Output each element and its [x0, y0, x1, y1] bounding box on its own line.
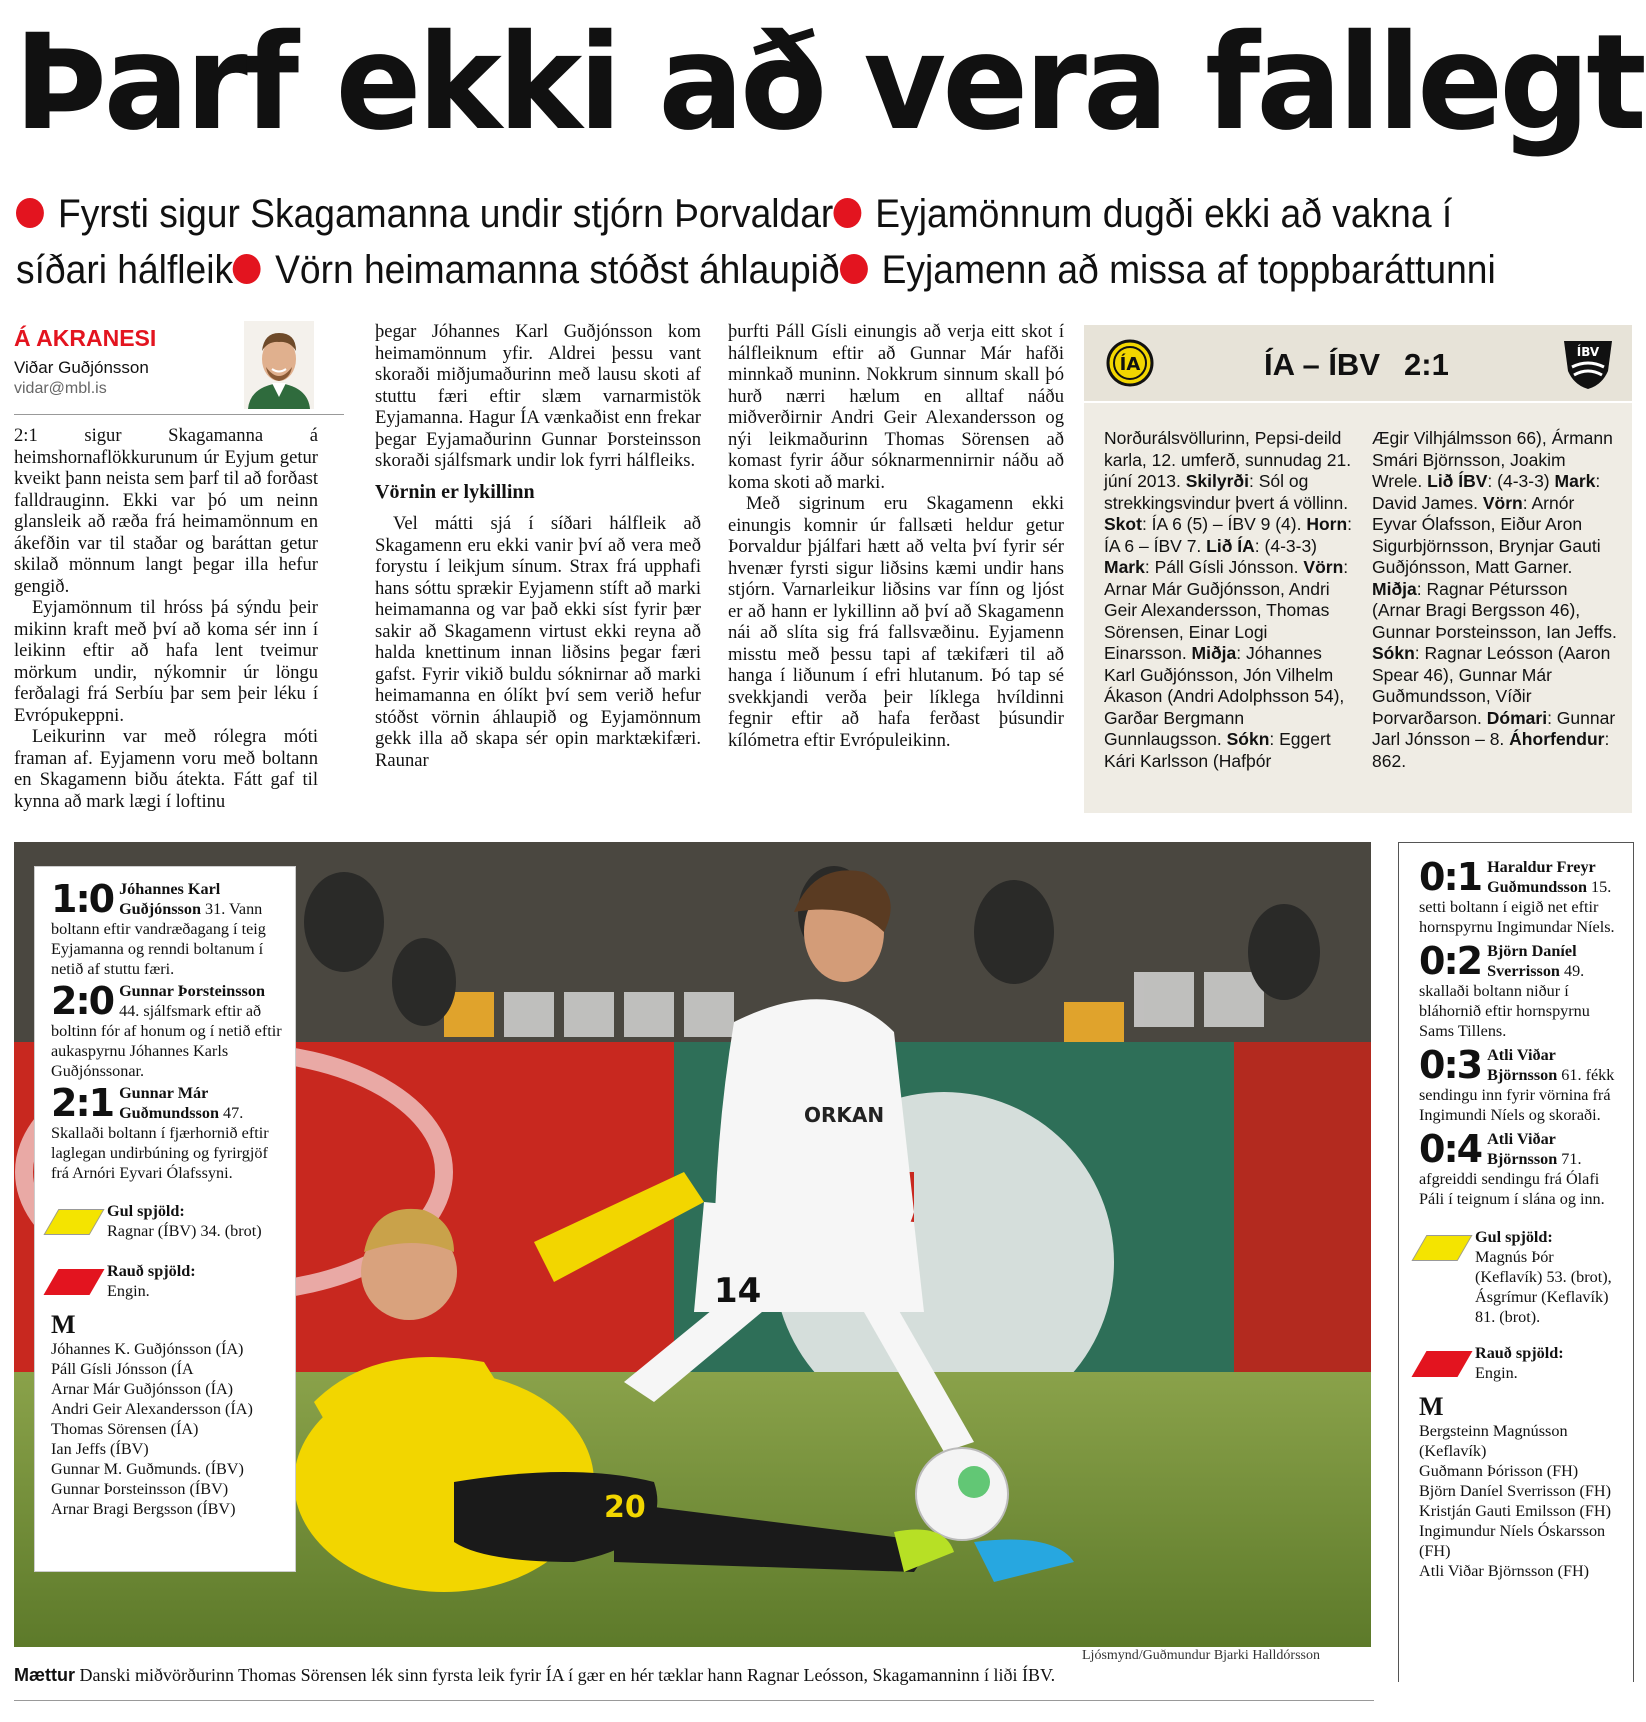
list-item: Bergsteinn Magnússon (Keflavík) [1419, 1422, 1568, 1460]
article-column-1 [14, 425, 318, 812]
subhead-item: Vörn heimamanna stóðst áhlaupið [275, 248, 840, 292]
list-item: Gunnar Þorsteinsson (ÍBV) [51, 1480, 229, 1498]
goal-entry: 2:1 Gunnar Már Guðmundsson 47. Skallaði boltann í fjærhornið eftir laglegan undirbúning og fyrirgjöf frá Arnóri Eyvari Ólafssyni. [51, 1081, 269, 1182]
author-portrait [244, 321, 314, 409]
goal-score: 0:4 [1419, 1127, 1482, 1171]
photo-caption [14, 1665, 1374, 1686]
article-paragraph: Eyjamönnum til hróss þá sýndu þeir mikinn kraft með því að koma sér inn í leikinn eftir að hafa lent tveimur mörkum undir, nýkomnir úr löngu ferðalagi frá Serbíu þar sem þeir léku í Evrópukeppni. [14, 597, 318, 726]
goal-entry: 0:1 Haraldur Freyr Guðmundsson 15. setti boltann í eigið net eftir hornspyrnu Ingimundar Níels. [1419, 855, 1615, 936]
goal-scorer: Atli Viðar Björnsson [1487, 1130, 1558, 1168]
subhead-item: Eyjamönnum dugði ekki að vakna í síðari hálfleik [16, 192, 1453, 292]
jersey-number-yellow: 20 [604, 1490, 646, 1525]
article-paragraph: Með sigrinum eru Skagamenn ekki einungis komnir úr fallsæti heldur getur Þorvaldur þjálfari hætt að velta því fyrir sér hvenær fyrsti sigur liðsins kæmi undir hans stjórn. Varnarleikur liðsins var fínn og ljóst er að hann er lykillinn að því að Skagamenn nái að slíta sig frá fallsvæðinu. Eyjamenn misstu með þessu tapi af tækifæri til að hanga í liðunum í efri hlutanum. Þó tap sé svekkjandi verða þeir líklega hvíldinni fegnir eftir að hafa ferðast þúsundir kílómetra eftir Evrópuleikinn. [728, 493, 1064, 751]
goal-score: 2:0 [51, 979, 114, 1023]
goal-scorer: Haraldur Freyr Guðmundsson [1487, 858, 1596, 896]
subhead-item: Eyjamenn að missa af toppbaráttunni [881, 248, 1496, 292]
goal-score: 0:2 [1419, 939, 1482, 983]
match-venue: Norðurálsvöllurinn, Pepsi-deild karla, 12. umferð, sunnudag 21. júní 2013. [1104, 428, 1352, 491]
yellow-card-icon [43, 1209, 104, 1235]
photo-credit: Ljósmynd/Guðmundur Bjarki Halldórsson [1082, 1648, 1320, 1663]
article-column-2 [375, 321, 701, 771]
article-paragraph: Vel mátti sjá í síðari hálfleik að Skagamenn eru ekki vanir því að vera með forystu í leikjum sínum. Strax frá upphafi hans sóttu sprækir Eyjamenn stíft að marki heimamanna og var það ekki síst fyrir þær sakir að Skagamenn virtust ekki reyna að halda knettinum innan liðsins þegar færi gafst. Fyrir vikið buldu sóknirnar að marki heimamanna en ólíkt því sem verið hefur stóðst vörnin áhlaupið og Eyjamönnum gekk illa að skapa sér opin marktækifæri. Raunar [375, 513, 701, 771]
goal-entry: 2:0 Gunnar Þorsteinsson 44. sjálfsmark eftir að boltinn fór af honum og í netið eftir aukaspyrnu Jóhannes Karls Guðjónssonar. [51, 979, 282, 1080]
byline [14, 325, 344, 415]
goal-entry: 0:4 Atli Viðar Björnsson 71. afgreiddi sendingu frá Ólafi Páli í teignum í slána og inn. [1419, 1127, 1605, 1208]
bullet-dot-icon [833, 198, 861, 228]
goal-score: 1:0 [51, 877, 114, 921]
bottom-rule [14, 1700, 1374, 1701]
article-column-3 [728, 321, 1064, 751]
list-item: Jóhannes K. Guðjónsson (ÍA) [51, 1340, 244, 1358]
list-item: Andri Geir Alexandersson (ÍA) [51, 1400, 253, 1418]
goal-score: 0:3 [1419, 1043, 1482, 1087]
player-ratings-list [1419, 1421, 1621, 1581]
goal-scorer: Gunnar Már Guðmundsson [119, 1084, 219, 1122]
list-item: Arnar Bragi Bergsson (ÍBV) [51, 1500, 236, 1518]
list-item: Atli Viðar Björnsson (FH) [1419, 1562, 1590, 1580]
caption-text: Danski miðvörðurinn Thomas Sörensen lék sinn fyrsta leik fyrir ÍA í gær en hér tæklar hann Ragnar Leósson, Skagamanninn í liði ÍBV. [75, 1665, 1056, 1685]
goal-score: 0:1 [1419, 855, 1482, 899]
goal-scorer: Atli Viðar Björnsson [1487, 1046, 1558, 1084]
subhead [16, 186, 1513, 298]
article-paragraph: þurfti Páll Gísli einungis að verja eitt skot í hálfleiknum eftir að Gunnar Már hafði minnkað muninn. Nokkrum sinnum skall þó hurð nærri hælum en alltaf náðu miðverðirnir Andri Geir Alexandersson og nýi leikmaðurinn Thomas Sörensen að komast fyrir áður sóknarmennirnir náðu að koma skoti að marki. [728, 321, 1064, 493]
article-subheading: Vörnin er lykillinn [375, 480, 535, 503]
goal-scorer: Björn Daníel Sverrisson [1487, 942, 1577, 980]
list-item: Páll Gísli Jónsson (ÍA [51, 1360, 194, 1378]
sponsor-text: ORKAN [804, 1103, 885, 1127]
factbox-column-1: Norðurálsvöllurinn, Pepsi-deild karla, 12. umferð, sunnudag 21. júní 2013. Skilyrði: Sól og strekkingsvindur þvert á völlinn. Skot: ÍA 6 (5) – ÍBV 9 (4). Horn: ÍA 6 – ÍBV 7. Lið ÍA: (4-3-3) Mark: Páll Gísli Jónsson. Vörn: Arnar Már Guðjónsson, Andri Geir Alexandersson, Thomas Sörensen, Einar Logi Einarsson. Miðja: Jóhannes Karl Guðjónsson, Jón Vilhelm Ákason (Andri Adolphsson 54), Garðar Bergmann Gunnlaugsson. Sókn: Eggert Kári Karlsson (Hafþór [1104, 428, 1353, 771]
factbox-header [1084, 325, 1632, 403]
goals-box-right [1398, 842, 1634, 1682]
bullet-dot-icon [233, 254, 261, 284]
factbox-score: 2:1 [1404, 347, 1449, 382]
bullet-dot-icon [16, 198, 44, 228]
list-item: Thomas Sörensen (ÍA) [51, 1420, 199, 1438]
goal-scorer: Gunnar Þorsteinsson [119, 982, 265, 1000]
factbox-match: ÍA – ÍBV [1264, 347, 1380, 382]
article-paragraph: 2:1 sigur Skagamanna á heimshornaflökkurunum úr Eyjum getur kveikt þann neista sem þarf til að forðast falldrauginn. Ekki var þó um neinn glansleik að ræða frá heimamönnum en ákefðin var til staðar og baráttan getur skilað mönnum langt þegar illa hefur gengið. [14, 425, 318, 597]
match-factbox [1084, 325, 1632, 813]
list-item: Ingimundur Níels Óskarsson (FH) [1419, 1522, 1606, 1560]
article-paragraph: þegar Jóhannes Karl Guðjónsson kom heimamönnum yfir. Aldrei þessu vant skoraði miðjumaðurinn með lausu skoti af stuttu færi eftir slæm varnarmistök Eyjamanna. Hagur ÍA vænkaðist enn frekar þegar Eyjamaðurinn Gunnar Þorsteinsson skoraði sjálfsmark undir lok fyrri hálfleiks. [375, 321, 701, 471]
byline-email: vidar@mbl.is [14, 380, 107, 397]
goal-score: 2:1 [51, 1081, 114, 1125]
goal-entry: 1:0 Jóhannes Karl Guðjónsson 31. Vann boltann eftir vandræðagang í teig Eyjamanna og renndi boltanum í netið af stuttu færi. [51, 877, 266, 978]
bullet-dot-icon [840, 254, 868, 284]
caption-lead: Mættur [14, 1665, 75, 1685]
list-item: Kristján Gauti Emilsson (FH) [1419, 1502, 1611, 1520]
headline: Þarf ekki að vera fallegt [14, 6, 1643, 160]
goal-entry: 0:3 Atli Viðar Björnsson 61. fékk sendingu inn fyrir vörnina frá Ingimundi Níels og skoraði. [1419, 1043, 1615, 1124]
red-card-icon [43, 1269, 104, 1295]
red-cards: Rauð spjöld: Engin. [51, 1261, 283, 1305]
article-paragraph: Leikurinn var með rólegra móti framan af. Eyjamenn voru með boltann en Skagamenn biðu átekta. Fátt gaf til kynna að mark lægi í loftinu [14, 726, 318, 812]
yellow-cards: Gul spjöld: Magnús Þór (Keflavík) 53. (brot), Ásgrímur (Keflavík) 81. (brot). [1419, 1227, 1621, 1327]
m-rating-logo: M [1419, 1392, 1444, 1421]
goal-entry: 0:2 Björn Daníel Sverrisson 49. skallaði boltann niður í bláhornið eftir hornspyrnu Sams Tillens. [1419, 939, 1590, 1040]
red-cards: Rauð spjöld: Engin. [1419, 1343, 1621, 1387]
factbox-column-2: Ægir Vilhjálmsson 66), Ármann Smári Björnsson, Joakim Wrele. Lið ÍBV: (4-3-3) Mark: David James. Vörn: Arnór Eyvar Ólafsson, Eiður Aron Sigurbjörnsson, Brynjar Gauti Guðjónsson, Matt Garner. Miðja: Ragnar Pétursson (Arnar Bragi Bergsson 46), Gunnar Þorsteinsson, Ian Jeffs. Sókn: Ragnar Leósson (Aaron Spear 46), Gunnar Már Guðmundsson, Víðir Þorvarðarson. Dómari: Gunnar Jarl Jónsson – 8. Áhorfendur: 862. [1372, 428, 1617, 771]
byline-place: Á AKRANESI [14, 325, 157, 351]
yellow-cards: Gul spjöld: Ragnar (ÍBV) 34. (brot) [51, 1201, 283, 1245]
jersey-number-white: 14 [714, 1271, 762, 1311]
list-item: Björn Daníel Sverrisson (FH) [1419, 1482, 1611, 1500]
list-item: Guðmann Þórisson (FH) [1419, 1462, 1579, 1480]
red-card-icon [1411, 1351, 1472, 1377]
byline-author: Viðar Guðjónsson [14, 358, 149, 377]
list-item: Arnar Már Guðjónsson (ÍA) [51, 1380, 234, 1398]
subhead-item: Fyrsti sigur Skagamanna undir stjórn Þorvaldar [57, 192, 834, 236]
ibv-logo-label: ÍBV [1576, 345, 1600, 359]
goals-box-left [34, 866, 296, 1572]
ia-logo-icon [1106, 339, 1154, 392]
list-item: Ian Jeffs (ÍBV) [51, 1440, 149, 1458]
player-ratings-list [51, 1339, 283, 1519]
m-rating-logo: M [51, 1310, 76, 1339]
goal-scorer: Jóhannes Karl Guðjónsson [119, 880, 221, 918]
list-item: Gunnar M. Guðmunds. (ÍBV) [51, 1460, 244, 1478]
yellow-card-icon [1411, 1235, 1472, 1261]
ibv-logo-icon [1562, 337, 1614, 396]
ia-logo-label: ÍA [1119, 354, 1141, 375]
